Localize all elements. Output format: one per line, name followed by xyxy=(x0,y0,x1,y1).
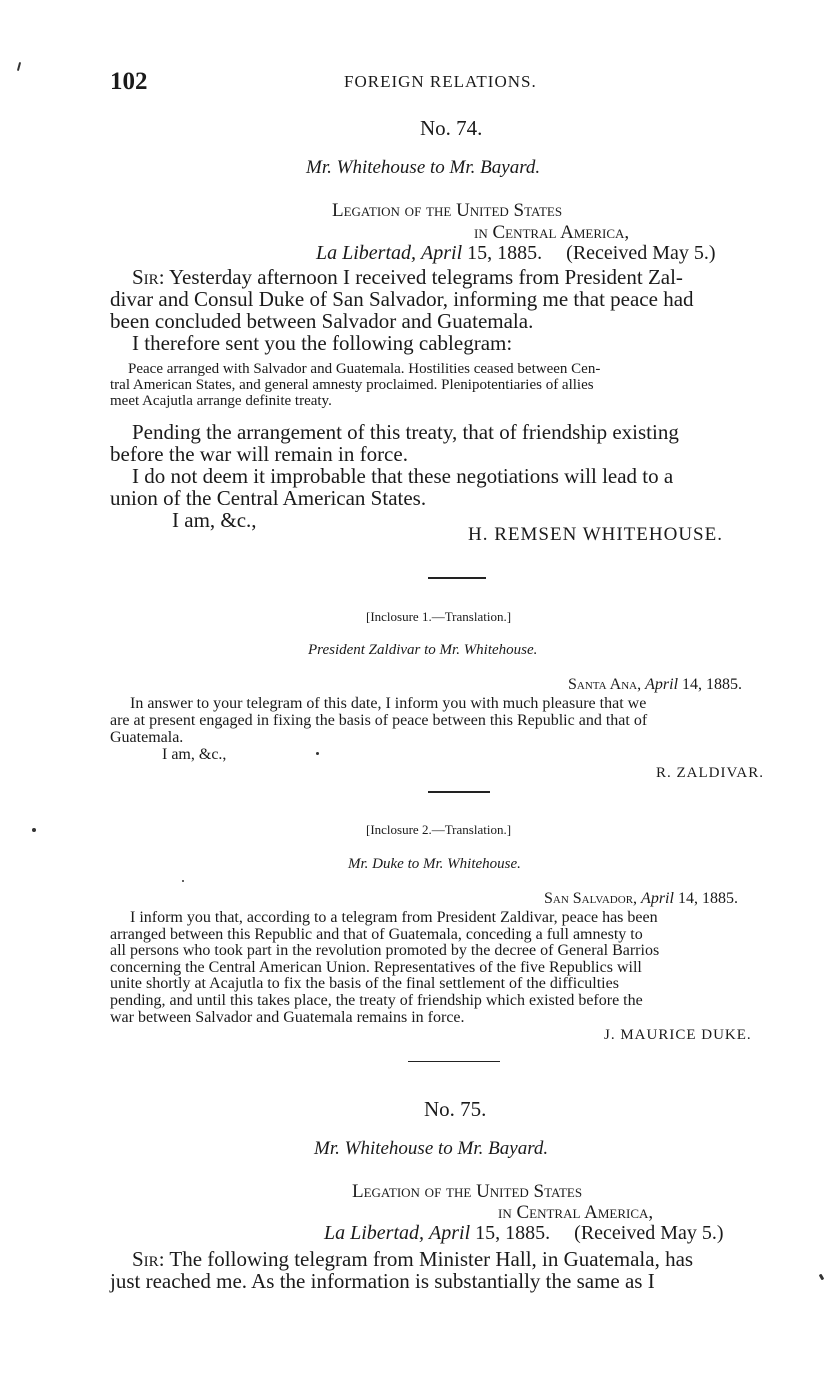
text-line: war between Salvador and Guatemala remains in force. xyxy=(110,1008,465,1026)
running-title: FOREIGN RELATIONS. xyxy=(344,72,537,91)
legation-line-2: in Central America, xyxy=(498,1202,654,1223)
scan-speck xyxy=(316,752,319,755)
scan-speck xyxy=(182,880,184,882)
text-line: are at present engaged in fixing the basis of peace between this Republic and that of xyxy=(110,712,648,729)
inclosure-body xyxy=(110,695,802,763)
letter-body-continued xyxy=(110,421,800,531)
signature: H. REMSEN WHITEHOUSE. xyxy=(468,524,723,545)
text-line: Peace arranged with Salvador and Guatemala. Hostilities ceased between Cen- xyxy=(128,361,601,377)
legation-line-1: Legation of the United States xyxy=(352,1181,583,1202)
inclosure-title: Mr. Duke to Mr. Whitehouse. xyxy=(348,856,521,872)
text-line: arranged between this Republic and that of Guatemala, conceding a full amnesty to xyxy=(110,925,643,943)
text-line: I therefore sent you the following cablegram: xyxy=(132,331,513,355)
letter-body xyxy=(110,1248,802,1292)
document-number: No. 74. xyxy=(420,116,483,140)
cablegram-text xyxy=(110,361,802,409)
dateline-place: La Libertad, xyxy=(316,242,417,264)
page-number: 102 xyxy=(110,68,148,95)
dateline-month: April xyxy=(429,1222,471,1244)
text-line: concerning the Central American Union. Representatives of the five Republics will xyxy=(110,958,642,976)
dateline-month: April xyxy=(645,676,679,693)
dateline-day-year: 15, 1885. xyxy=(467,242,543,264)
text-line: In answer to your telegram of this date, I inform you with much pleasure that we xyxy=(130,695,647,712)
text-line: unite shortly at Acajutla to fix the basis of the final settlement of the difficulties xyxy=(110,975,619,993)
received-note: (Received May 5.) xyxy=(574,1222,724,1244)
dateline-place: San Salvador, xyxy=(544,890,638,907)
text-line: I do not deem it improbable that these negotiations will lead to a xyxy=(132,464,674,488)
text-line: I inform you that, according to a telegram from President Zaldivar, peace has been xyxy=(130,909,658,926)
inclosure-dateline xyxy=(544,890,738,908)
section-divider xyxy=(408,1061,500,1062)
dateline-month: April xyxy=(421,242,463,264)
legation-line-2: in Central America, xyxy=(474,222,630,243)
text-line: Pending the arrangement of this treaty, that of friendship existing xyxy=(132,420,679,444)
text-line: before the war will remain in force. xyxy=(110,442,408,466)
text-line: : The following telegram from Minister Hall, in Guatemala, has xyxy=(158,1247,694,1271)
document-title: Mr. Whitehouse to Mr. Bayard. xyxy=(306,157,541,178)
legation-line-1: Legation of the United States xyxy=(332,200,563,221)
text-line: pending, and until this takes place, the treaty of friendship which existed before the xyxy=(110,991,643,1009)
received-note: (Received May 5.) xyxy=(566,242,716,264)
inclosure-heading: [Inclosure 1.—Translation.] xyxy=(366,609,512,624)
inclosure-title: President Zaldivar to Mr. Whitehouse. xyxy=(308,642,538,658)
inclosure-body xyxy=(110,910,804,1026)
paragraph xyxy=(110,266,800,288)
text-line: all persons who took part in the revolution promoted by the decree of General Barrios xyxy=(110,942,660,960)
text-line xyxy=(110,1248,802,1270)
dateline-place: Santa Ana, xyxy=(568,676,642,693)
closing: I am, &c., xyxy=(172,508,257,532)
document-number: No. 75. xyxy=(424,1097,487,1121)
dateline-place: La Libertad, xyxy=(324,1222,425,1244)
signature: J. MAURICE DUKE. xyxy=(604,1027,752,1043)
dateline-day-year: 15, 1885. xyxy=(475,1222,551,1244)
dateline-day-year: 14, 1885. xyxy=(677,890,738,907)
scan-speck xyxy=(32,828,36,832)
scan-speck xyxy=(17,62,21,71)
signature: R. ZALDIVAR. xyxy=(656,765,764,781)
text-line: : Yesterday afternoon I received telegrams from President Zal- xyxy=(158,265,683,289)
dateline-day-year: 14, 1885. xyxy=(682,676,743,693)
salutation: Sir xyxy=(132,265,159,289)
letter-body xyxy=(110,266,800,354)
text-line: meet Acajutla arrange definite treaty. xyxy=(110,393,332,409)
dateline xyxy=(324,1222,724,1245)
section-divider xyxy=(428,577,486,579)
section-divider xyxy=(428,791,490,793)
text-line: been concluded between Salvador and Guatemala. xyxy=(110,309,534,333)
scan-speck xyxy=(819,1274,825,1281)
closing: I am, &c., xyxy=(162,746,227,763)
text-line: union of the Central American States. xyxy=(110,486,427,510)
text-line: just reached me. As the information is substantially the same as I xyxy=(110,1269,655,1293)
document-title: Mr. Whitehouse to Mr. Bayard. xyxy=(314,1138,549,1159)
dateline-month: April xyxy=(641,890,674,907)
text-line: divar and Consul Duke of San Salvador, informing me that peace had xyxy=(110,287,694,311)
text-line: tral American States, and general amnesty proclaimed. Plenipotentiaries of allies xyxy=(110,377,594,393)
text-line: Guatemala. xyxy=(110,729,184,746)
inclosure-heading: [Inclosure 2.—Translation.] xyxy=(366,822,512,837)
salutation: Sir xyxy=(132,1247,159,1271)
dateline xyxy=(316,242,716,265)
inclosure-dateline xyxy=(568,676,742,694)
